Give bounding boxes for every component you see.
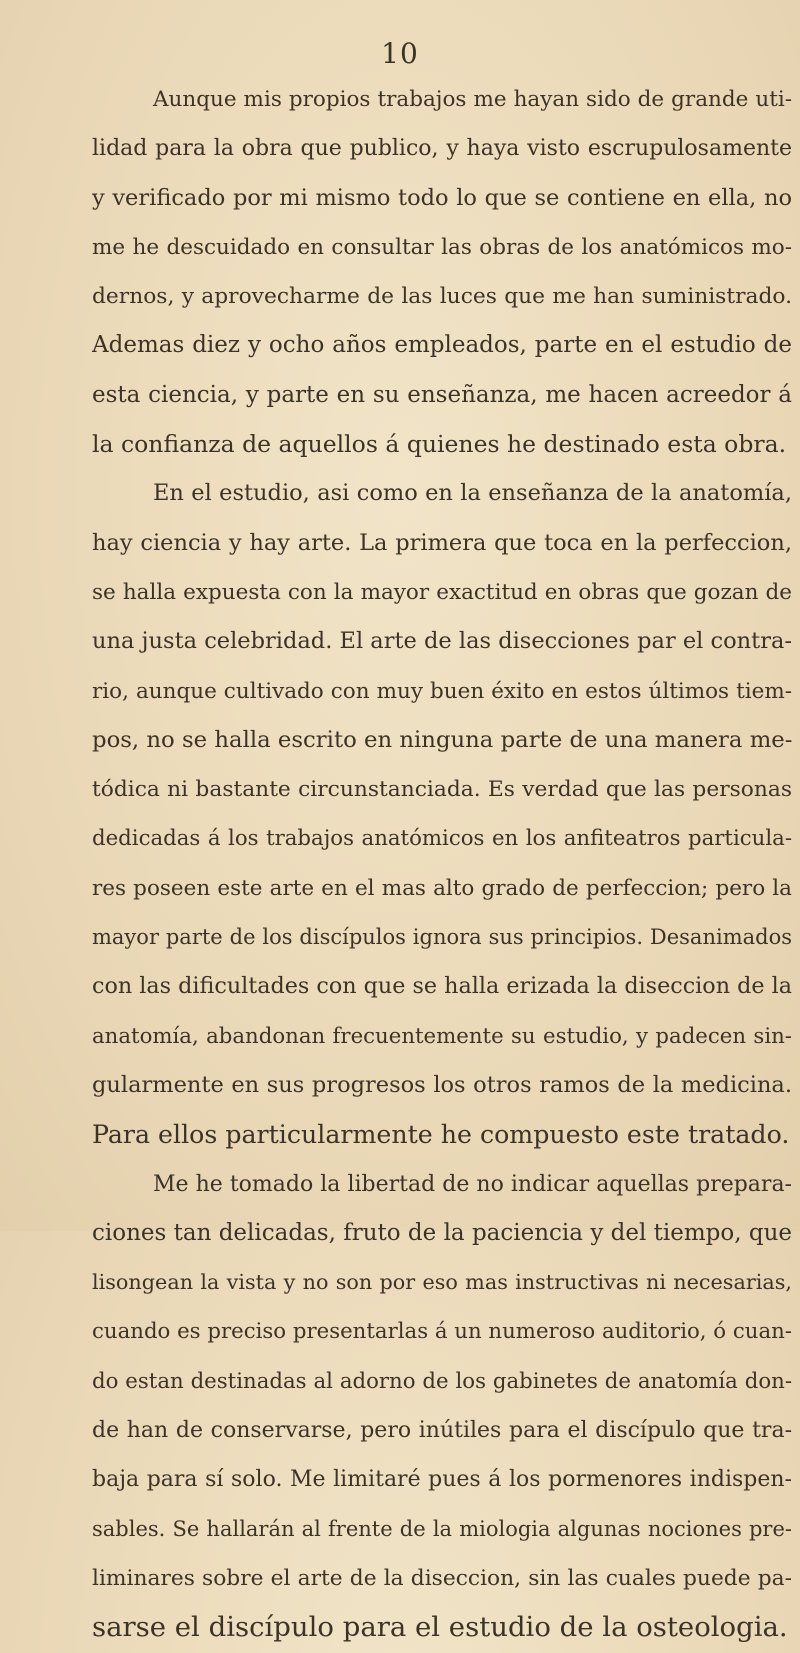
text-line: do estan destinadas al adorno de los gabinetes de anatomía don- <box>92 1368 792 1394</box>
text-line: gularmente en sus progresos los otros ramos de la medicina. <box>92 1071 792 1098</box>
paragraph-2 <box>92 469 792 1159</box>
text-line: liminares sobre el arte de la diseccion, sin las cuales puede pa- <box>92 1565 792 1591</box>
text-line: sables. Se hallarán al frente de la miologia algunas nociones pre- <box>92 1516 792 1541</box>
text-line: lisongean la vista y no son por eso mas instructivas ni necesarias, <box>92 1270 792 1295</box>
text-line: ciones tan delicadas, fruto de la paciencia y del tiempo, que <box>92 1219 792 1246</box>
text-line: baja para sí solo. Me limitaré pues á los pormenores indispen- <box>92 1467 792 1493</box>
text-line: anatomía, abandonan frecuentemente su estudio, y padecen sin- <box>92 1023 792 1049</box>
text-line: pos, no se halla escrito en ninguna parte de una manera me- <box>92 726 792 753</box>
text-line: esta ciencia, y parte en su enseñanza, me hacen acreedor á <box>92 381 792 408</box>
text-line: Me he tomado la libertad de no indicar aquellas prepara- <box>153 1171 792 1197</box>
text-line: En el estudio, asi como en la enseñanza de la anatomía, <box>153 480 792 507</box>
text-line: cuando es preciso presentarlas á un numeroso auditorio, ó cuan- <box>92 1319 792 1345</box>
text-line: una justa celebridad. El arte de las disecciones par el contra- <box>92 628 792 655</box>
text-line: res poseen este arte en el mas alto grado de perfeccion; pero la <box>92 875 792 901</box>
text-line: tódica ni bastante circunstanciada. Es verdad que las personas <box>92 777 792 803</box>
text-line: de han de conservarse, pero inútiles para el discípulo que tra- <box>92 1418 792 1444</box>
text-line: Para ellos particularmente he compuesto este tratado. <box>92 1120 790 1150</box>
text-line: la confianza de aquellos á quienes he destinado esta obra. <box>92 430 787 459</box>
text-line: Ademas diez y ocho años empleados, parte en el estudio de <box>92 332 792 359</box>
text-line: me he descuidado en consultar las obras de los anatómicos mo- <box>92 234 792 260</box>
body-text <box>92 75 792 1653</box>
text-line: dedicadas á los trabajos anatómicos en los anfiteatros particula- <box>92 826 792 852</box>
text-line: con las dificultades con que se halla erizada la diseccion de la <box>92 973 792 1000</box>
text-line: mayor parte de los discípulos ignora sus principios. Desanimados <box>92 925 792 950</box>
text-line: se halla expuesta con la mayor exactitud en obras que gozan de <box>92 579 792 605</box>
text-line: dernos, y aprovecharme de las luces que me han suministrado. <box>92 284 792 310</box>
text-line: y verificado por mi mismo todo lo que se contiene en ella, no <box>92 184 792 211</box>
text-line: rio, aunque cultivado con muy buen éxito en estos últimos tiem- <box>92 678 792 704</box>
text-line: Aunque mis propios trabajos me hayan sido de grande uti- <box>153 87 792 112</box>
page-number: 10 <box>381 37 419 70</box>
text-line: lidad para la obra que publico, y haya visto escrupulosamente <box>92 136 792 162</box>
paragraph-1 <box>92 75 792 469</box>
text-line: sarse el discípulo para el estudio de la osteologia. <box>92 1611 788 1644</box>
text-line: hay ciencia y hay arte. La primera que toca en la perfeccion, <box>92 529 792 556</box>
paragraph-3 <box>92 1160 792 1653</box>
